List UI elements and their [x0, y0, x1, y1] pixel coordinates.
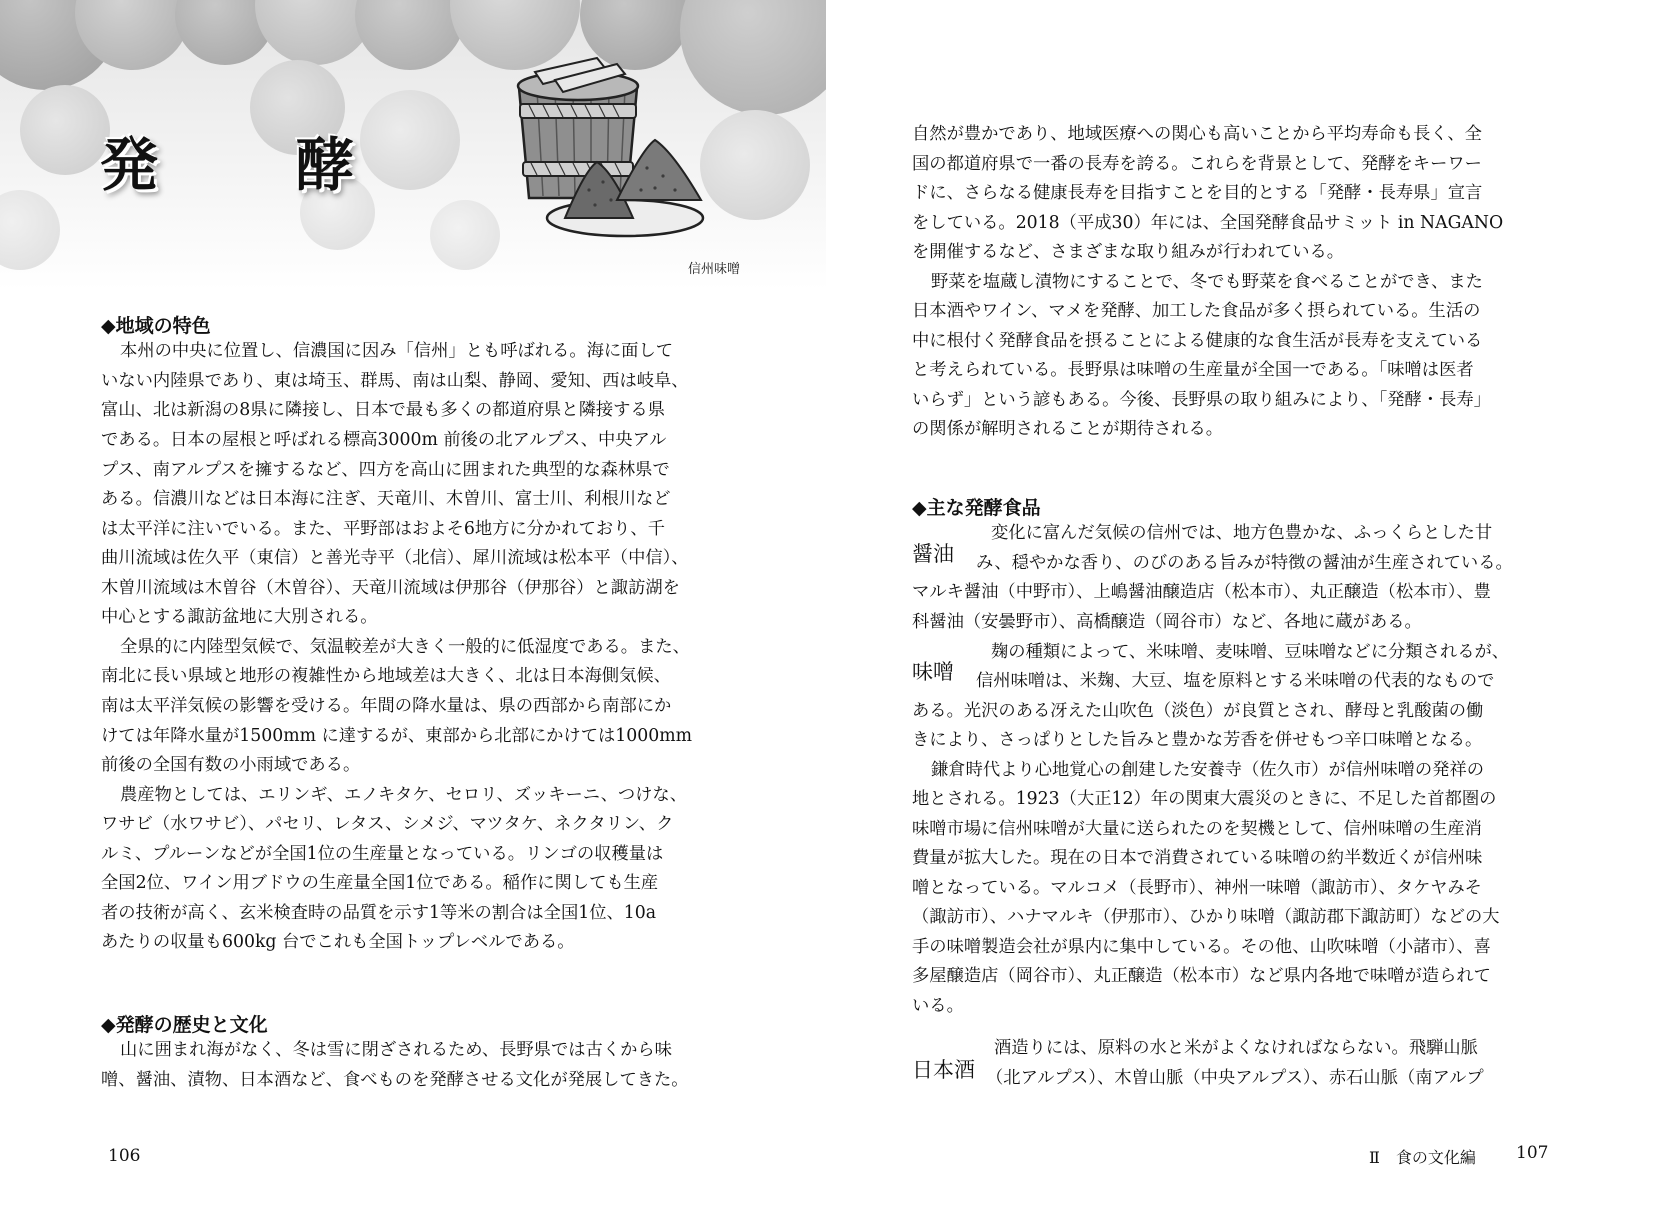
text-line: きにより、さっぱりとした旨みと豊かな芳香を併せもつ辛口味噌となる。 — [912, 730, 1483, 750]
section-heading-history: ◆発酵の歴史と文化 — [101, 1014, 268, 1036]
text-line: は太平洋に注いでいる。また、平野部はおよそ6地方に分かれており、千 — [101, 519, 665, 539]
text-line: 全国2位、ワイン用ブドウの生産量全国1位である。稲作に関しても生産 — [101, 873, 659, 893]
text-line: いない内陸県であり、東は埼玉、群馬、南は山梨、静岡、愛知、西は岐阜、 — [101, 371, 689, 391]
text-line: を開催するなど、さまざまな取り組みが行われている。 — [912, 242, 1345, 262]
food-label-sake: 日本酒 — [912, 1058, 975, 1082]
chapter-title: 発 酵 — [100, 131, 395, 199]
miso-barrel-illustration — [505, 50, 720, 250]
text-line: ある。信濃川などは日本海に注ぎ、天竜川、木曽川、富士川、利根川など — [101, 489, 671, 509]
text-line: 富山、北は新潟の8県に隣接し、日本で最も多くの都道府県と隣接する県 — [101, 400, 665, 420]
text-line: プス、南アルプスを擁するなど、四方を高山に囲まれた典型的な森林県で — [101, 460, 670, 480]
text-line: 味噌市場に信州味噌が大量に送られたのを契機として、信州味噌の生産消 — [912, 819, 1482, 839]
text-line: 日本酒やワイン、マメを発酵、加工した食品が多く摂られている。生活の — [912, 301, 1481, 321]
text-line: 国の都道府県で一番の長寿を誇る。これらを背景として、発酵をキーワー — [912, 154, 1482, 174]
text-line: 全県的に内陸型気候で、気温較差が大きく一般的に低湿度である。また、 — [120, 637, 690, 657]
text-line: 野菜を塩蔵し漬物にすることで、冬でも野菜を食べることができ、また — [931, 272, 1483, 292]
right-page — [826, 0, 1653, 1222]
text-line: けては年降水量が1500mm に達するが、東部から北部にかけては1000mm — [101, 726, 693, 746]
text-line: 自然が豊かであり、地域医療への関心も高いことから平均寿命も長く、全 — [912, 124, 1482, 144]
text-line: 変化に富んだ気候の信州では、地方色豊かな、ふっくらとした甘 — [991, 523, 1493, 543]
text-line: 中に根付く発酵食品を摂ることによる健康的な食生活が長寿を支えている — [912, 331, 1483, 351]
text-line: の関係が解明されることが期待される。 — [912, 419, 1224, 439]
text-line: 農産物としては、エリンギ、エノキタケ、セロリ、ズッキーニ、つけな、 — [120, 785, 687, 805]
text-line: 南北に長い県域と地形の複雑性から地域差は大きく、北は日本海側気候、 — [101, 666, 671, 686]
text-line: 麹の種類によって、米味噌、麦味噌、豆味噌などに分類されるが、 — [991, 642, 1510, 662]
text-line: である。日本の屋根と呼ばれる標高3000m 前後の北アルプス、中央アル — [101, 430, 667, 450]
text-line: 者の技術が高く、玄米検査時の品質を示す1等米の割合は全国1位、10a — [101, 903, 657, 923]
text-line: と考えられている。長野県は味噌の生産量が全国一である。「味噌は医者 — [912, 360, 1474, 380]
text-line: （諏訪市）、ハナマルキ（伊那市）、ひかり味噌（諏訪郡下諏訪町）などの大 — [912, 907, 1500, 927]
text-line: 噌となっている。マルコメ（長野市）、神州一味噌（諏訪市）、タケヤみそ — [912, 878, 1482, 898]
text-line: ドに、さらなる健康長寿を目指すことを目的とする「発酵・長寿県」宣言 — [912, 183, 1483, 203]
text-line: ルミ、プルーンなどが全国1位の生産量となっている。リンゴの収穫量は — [101, 844, 664, 864]
text-line: あたりの収量も600kg 台でこれも全国トップレベルである。 — [101, 932, 575, 952]
section-heading-foods: ◆主な発酵食品 — [912, 497, 1041, 519]
text-line: 木曽川流域は木曽谷（木曽谷）、天竜川流域は伊那谷（伊那谷）と諏訪湖を — [101, 578, 680, 598]
running-head: Ⅱ 食の文化編 — [1369, 1148, 1476, 1167]
text-line: ワサビ（水ワサビ）、パセリ、レタス、シメジ、マツタケ、ネクタリン、ク — [101, 814, 674, 834]
text-line: 南は太平洋気候の影響を受ける。年間の降水量は、県の西部から南部にか — [101, 696, 672, 716]
page-number-right: 107 — [1516, 1143, 1549, 1163]
text-line: 手の味噌製造会社が県内に集中している。その他、山吹味噌（小諸市）、喜 — [912, 937, 1491, 957]
text-line: 中心とする諏訪盆地に大別される。 — [101, 607, 378, 627]
text-line: マルキ醤油（中野市）、上嶋醤油醸造店（松本市）、丸正醸造（松本市）、豊 — [912, 582, 1491, 602]
text-line: 前後の全国有数の小雨域である。 — [101, 755, 361, 775]
text-line: 地とされる。1923（大正12）年の関東大震災のときに、不足した首都圏の — [912, 789, 1497, 809]
text-line: いる。 — [912, 996, 964, 1016]
illustration-caption: 信州味噌 — [688, 262, 741, 277]
text-line: 噌、醤油、漬物、日本酒など、食べものを発酵させる文化が発展してきた。 — [101, 1070, 689, 1090]
text-line: 山に囲まれ海がなく、冬は雪に閉ざされるため、長野県では古くから味 — [120, 1040, 672, 1060]
text-line: 信州味噌は、米麹、大豆、塩を原料とする米味噌の代表的なもので — [976, 671, 1495, 691]
text-line: み、穏やかな香り、のびのある旨みが特徴の醤油が生産されている。 — [976, 553, 1513, 573]
text-line: （北アルプス）、木曽山脈（中央アルプス）、赤石山脈（南アルプ — [986, 1068, 1484, 1088]
left-page — [0, 0, 826, 1222]
section-heading-region: ◆地域の特色 — [101, 315, 211, 337]
text-line: 本州の中央に位置し、信濃国に因み「信州」とも呼ばれる。海に面して — [120, 341, 674, 361]
text-line: 多屋醸造店（岡谷市）、丸正醸造（松本市）など県内各地で味噌が造られて — [912, 966, 1491, 986]
food-label-miso: 味噌 — [912, 660, 954, 684]
text-line: 曲川流域は佐久平（東信）と善光寺平（北信）、犀川流域は松本平（中信）、 — [101, 548, 689, 568]
text-line: いらず」という諺もある。今後、長野県の取り組みにより、「発酵・長寿」 — [912, 390, 1491, 410]
text-line: 鎌倉時代より心地覚心の創建した安養寺（佐久市）が信州味噌の発祥の — [931, 760, 1485, 780]
page-number-left: 106 — [108, 1146, 141, 1166]
text-line: 酒造りには、原料の水と米がよくなければならない。飛騨山脈 — [994, 1038, 1478, 1058]
text-line: 費量が拡大した。現在の日本で消費されている味噌の約半数近くが信州味 — [912, 848, 1483, 868]
text-line: をしている。2018（平成30）年には、全国発酵食品サミット in NAGANO — [912, 213, 1504, 233]
text-line: ある。光沢のある冴えた山吹色（淡色）が良質とされ、酵母と乳酸菌の働 — [912, 701, 1484, 721]
text-line: 科醤油（安曇野市）、高橋醸造（岡谷市）など、各地に蔵がある。 — [912, 612, 1422, 632]
food-label-shoyu: 醤油 — [912, 542, 954, 566]
